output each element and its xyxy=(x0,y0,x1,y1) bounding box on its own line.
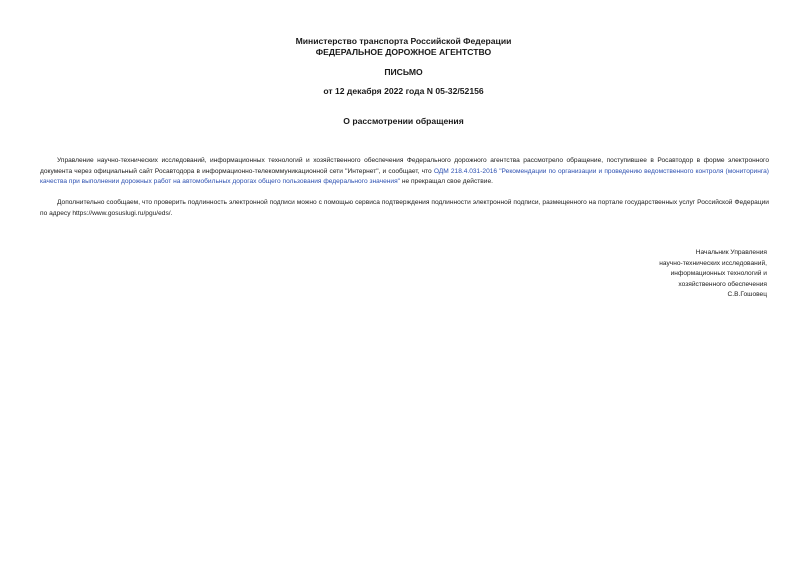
agency-name: ФЕДЕРАЛЬНОЕ ДОРОЖНОЕ АГЕНТСТВО xyxy=(315,47,492,57)
paragraph-2: Дополнительно сообщаем, что проверить подлинность электронной подписи можно с помощью сервиса подтверждения подлинности электронной подписи, размещенного на портале государственных услуг Российской Федерации по адресу https://www.gosuslugi.ru/pgu/eds/. xyxy=(40,199,769,217)
paragraph-1 xyxy=(40,156,769,188)
signature-block xyxy=(659,248,767,301)
signature-line: научно-технических исследований, xyxy=(659,259,767,267)
document-type: ПИСЬМО xyxy=(384,67,423,77)
signature-line: Начальник Управления xyxy=(695,249,767,256)
document-date-number: от 12 декабря 2022 года N 05-32/52156 xyxy=(323,86,484,96)
ministry-name: Министерство транспорта Российской Федерации xyxy=(295,36,512,46)
paragraph-1-text-before: Управление научно-технических исследований, информационных технологий и хозяйственного обеспечения Федерального дорожного агентства рассмотрело обращение, поступившее в Росавтодор в форме электронного документа через официальный сайт Росавтодора в информационно-телекоммуникационной сети "Интернет", и сообщает, что xyxy=(40,157,769,175)
document-subject: О рассмотрении обращения xyxy=(343,116,464,126)
letter-header xyxy=(0,36,807,58)
signature-line: хозяйственного обеспечения xyxy=(678,280,767,288)
signature-line: информационных технологий и xyxy=(670,270,767,277)
paragraph-1-text-after: не прекращал свое действие. xyxy=(400,178,493,186)
odm-document-link[interactable]: ОДМ 218.4.031-2016 "Рекомендации по организации и проведению ведомственного контроля (мониторинга) качества при выполнении дорожных работ на автомобильных дорогах общего пользования федерального значения" xyxy=(40,167,769,186)
signatory-name: С.В.Гошовец xyxy=(727,291,767,298)
